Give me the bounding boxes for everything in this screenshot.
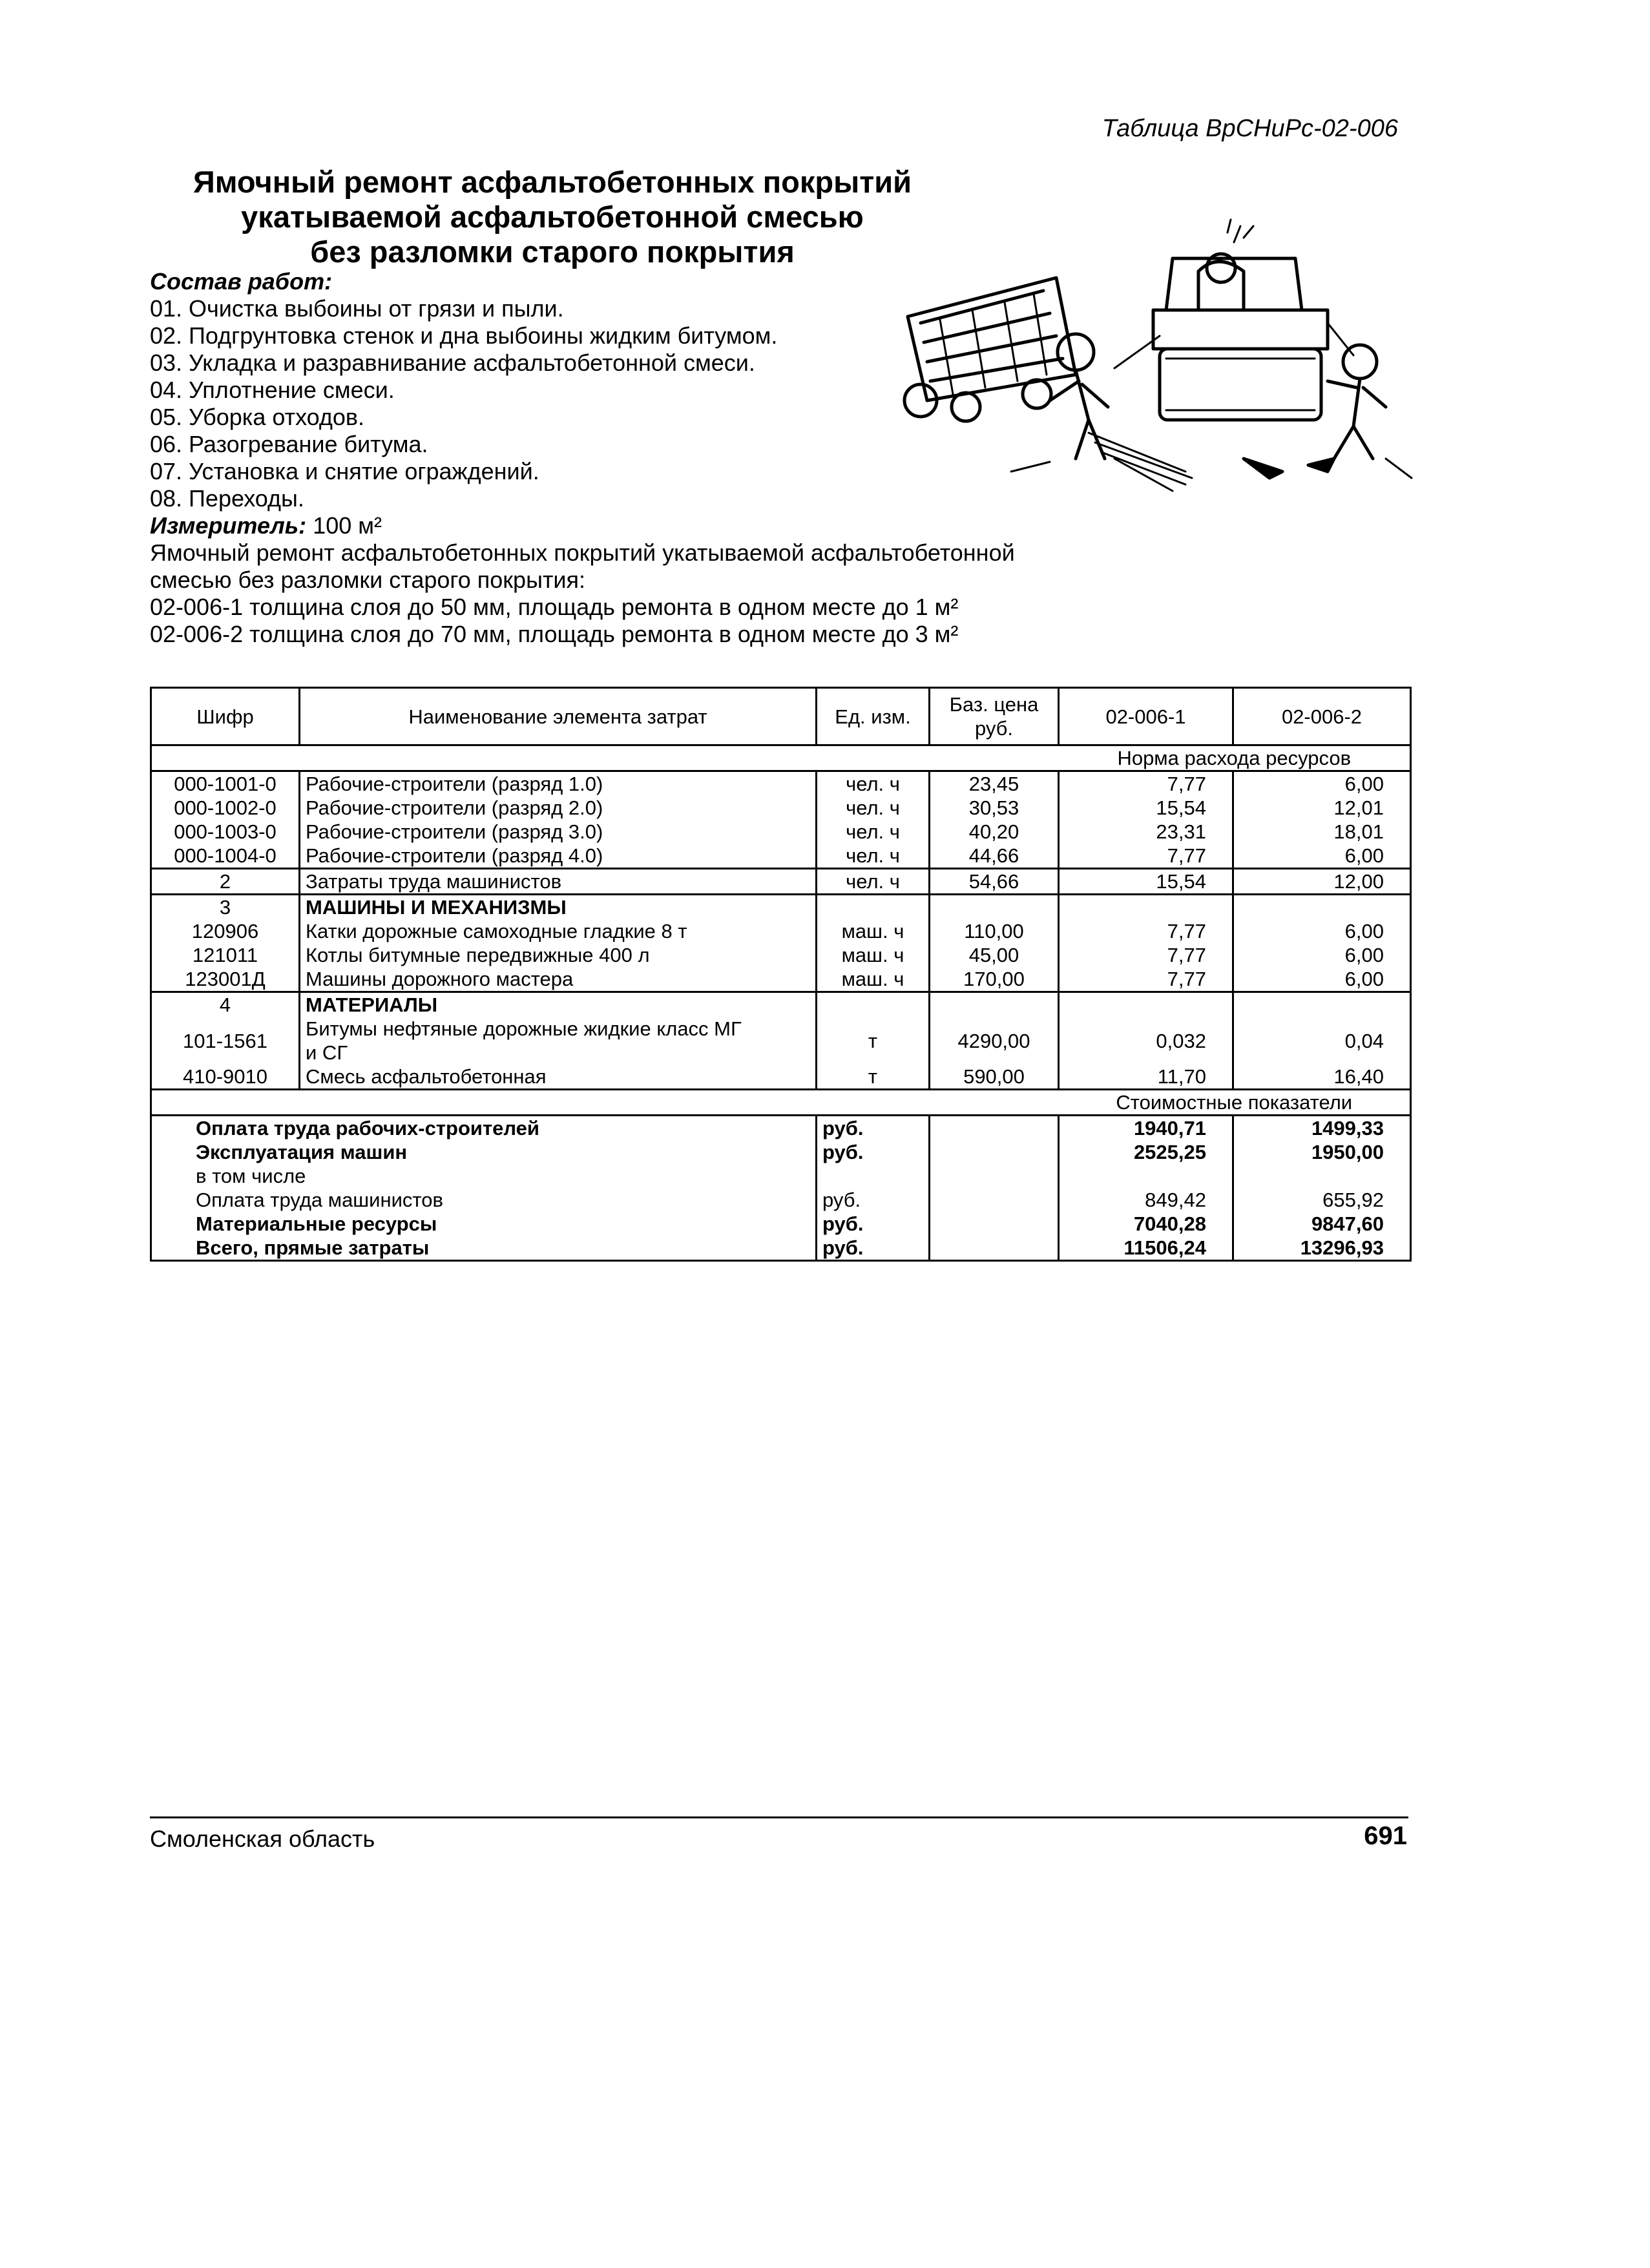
cost-row xyxy=(151,1236,1411,1261)
name-cell: Рабочие-строители (разряд 2.0) xyxy=(300,796,817,820)
price-cell: 40,20 xyxy=(930,820,1059,844)
name-cell: Котлы битумные передвижные 400 л xyxy=(300,943,817,967)
unit-cell: чел. ч xyxy=(817,844,930,869)
table-row xyxy=(151,844,1411,869)
work-item: 08. Переходы. xyxy=(150,485,304,512)
name-cell: Рабочие-строители (разряд 3.0) xyxy=(300,820,817,844)
value-cell-2: 18,01 xyxy=(1333,820,1384,843)
description-line: смесью без разломки старого покрытия: xyxy=(150,567,586,593)
value-cell-1: 7,77 xyxy=(1059,967,1233,992)
table-row xyxy=(151,1065,1411,1090)
work-heading: Состав работ: xyxy=(150,268,333,295)
measure-label: Измеритель: xyxy=(150,512,307,539)
code-cell: 123001Д xyxy=(151,967,300,992)
unit-cell: т xyxy=(817,1017,930,1065)
work-description xyxy=(150,268,1054,648)
header-price: Баз. цена руб. xyxy=(930,688,1059,745)
code-cell: 410-9010 xyxy=(151,1065,300,1090)
cost-unit: руб. xyxy=(817,1236,930,1261)
code-cell: 000-1003-0 xyxy=(151,820,300,844)
price-cell: 590,00 xyxy=(930,1065,1059,1090)
name-cell xyxy=(300,1017,817,1065)
title-line-3: без разломки старого покрытия xyxy=(310,234,795,269)
value-cell-2: 12,01 xyxy=(1333,796,1384,819)
cost-value-1: 7040,28 xyxy=(1059,1212,1233,1236)
header-variant-2: 02-006-2 xyxy=(1233,688,1411,745)
price-cell: 170,00 xyxy=(930,967,1059,992)
page-number: 691 xyxy=(1364,1822,1407,1850)
price-cell: 44,66 xyxy=(930,844,1059,869)
header-unit: Ед. изм. xyxy=(817,688,930,745)
cost-value-2: 655,92 xyxy=(1322,1189,1384,1211)
group-name-cell: МАТЕРИАЛЫ xyxy=(300,992,817,1017)
code-cell: 120906 xyxy=(151,919,300,943)
measure-line xyxy=(150,512,1054,539)
footer-divider xyxy=(150,1816,1408,1818)
cost-name: Оплата труда рабочих-строителей xyxy=(151,1116,817,1141)
cost-name: в том числе xyxy=(151,1164,817,1188)
cost-value-1: 11506,24 xyxy=(1059,1236,1233,1261)
code-cell: 121011 xyxy=(151,943,300,967)
work-item: 03. Укладка и разравнивание асфальтобетонной смеси. xyxy=(150,349,755,376)
group-header-row xyxy=(151,895,1411,920)
cost-value-2: 1950,00 xyxy=(1311,1141,1384,1163)
name-cell: Машины дорожного мастера xyxy=(300,967,817,992)
value-cell-1: 7,77 xyxy=(1059,943,1233,967)
header-code: Шифр xyxy=(151,688,300,745)
cost-row xyxy=(151,1116,1411,1141)
measure-value: 100 м² xyxy=(313,512,382,539)
cost-row xyxy=(151,1140,1411,1164)
variant-line: 02-006-1 толщина слоя до 50 мм, площадь ремонта в одном месте до 1 м² xyxy=(150,594,959,620)
unit-cell: чел. ч xyxy=(817,869,930,895)
name-cell: Смесь асфальтобетонная xyxy=(300,1065,817,1090)
value-cell-1: 23,31 xyxy=(1059,820,1233,844)
code-cell: 000-1002-0 xyxy=(151,796,300,820)
unit-cell: маш. ч xyxy=(817,943,930,967)
name-line-2: и СГ xyxy=(306,1041,348,1064)
cost-value-1: 849,42 xyxy=(1059,1188,1233,1212)
cost-value-1: 2525,25 xyxy=(1059,1140,1233,1164)
name-line-1: Битумы нефтяные дорожные жидкие класс МГ xyxy=(306,1017,742,1040)
name-cell: Рабочие-строители (разряд 1.0) xyxy=(300,771,817,796)
value-cell-1: 7,77 xyxy=(1059,919,1233,943)
code-cell: 2 xyxy=(151,869,300,895)
cost-value-1: 1940,71 xyxy=(1059,1116,1233,1141)
unit-cell: маш. ч xyxy=(817,967,930,992)
unit-cell: чел. ч xyxy=(817,771,930,796)
work-item: 05. Уборка отходов. xyxy=(150,404,365,430)
work-item: 04. Уплотнение смеси. xyxy=(150,377,395,403)
value-cell-1: 0,032 xyxy=(1059,1017,1233,1065)
price-cell: 4290,00 xyxy=(930,1017,1059,1065)
header-variant-1: 02-006-1 xyxy=(1059,688,1233,745)
value-cell-2: 6,00 xyxy=(1233,844,1411,869)
value-cell-2: 6,00 xyxy=(1344,920,1384,942)
cost-table-container xyxy=(150,687,1410,1262)
cost-row xyxy=(151,1212,1411,1236)
price-cell: 23,45 xyxy=(930,771,1059,796)
group-code-cell: 4 xyxy=(151,992,300,1017)
cost-value-2: 9847,60 xyxy=(1311,1212,1384,1235)
group-header-row xyxy=(151,992,1411,1017)
table-row xyxy=(151,1017,1411,1065)
variant-line: 02-006-2 толщина слоя до 70 мм, площадь ремонта в одном месте до 3 м² xyxy=(150,621,959,647)
value-cell-1: 7,77 xyxy=(1059,771,1233,796)
value-cell-2: 12,00 xyxy=(1233,869,1411,895)
cost-table xyxy=(150,687,1412,1262)
code-cell: 000-1004-0 xyxy=(151,844,300,869)
table-reference: Таблица ВрСНиРс-02-006 xyxy=(1102,115,1398,142)
unit-cell: чел. ч xyxy=(817,820,930,844)
value-cell-2: 6,00 xyxy=(1233,967,1411,992)
cost-unit: руб. xyxy=(817,1212,930,1236)
footer-region: Смоленская область xyxy=(150,1826,375,1852)
section-row xyxy=(151,1090,1411,1116)
unit-cell: чел. ч xyxy=(817,796,930,820)
cost-name: Всего, прямые затраты xyxy=(151,1236,817,1261)
cost-unit: руб. xyxy=(817,1116,930,1141)
table-row xyxy=(151,820,1411,844)
value-cell-2: 6,00 xyxy=(1344,944,1384,966)
price-cell: 54,66 xyxy=(930,869,1059,895)
price-cell: 110,00 xyxy=(930,919,1059,943)
unit-cell: т xyxy=(817,1065,930,1090)
table-header-row xyxy=(151,688,1411,745)
description-line: Ямочный ремонт асфальтобетонных покрытий укатываемой асфальтобетонной xyxy=(150,539,1015,566)
cost-name: Оплата труда машинистов xyxy=(151,1188,817,1212)
group-name-cell: МАШИНЫ И МЕХАНИЗМЫ xyxy=(300,895,817,920)
section-label: Норма расхода ресурсов xyxy=(1059,745,1411,771)
title-line-2: укатываемой асфальтобетонной смесью xyxy=(241,200,864,234)
section-label: Стоимостные показатели xyxy=(1059,1090,1411,1116)
cost-row xyxy=(151,1188,1411,1212)
table-row xyxy=(151,869,1411,895)
name-cell: Рабочие-строители (разряд 4.0) xyxy=(300,844,817,869)
cost-value-2: 1499,33 xyxy=(1311,1117,1384,1139)
cost-unit: руб. xyxy=(817,1140,930,1164)
value-cell-2: 16,40 xyxy=(1233,1065,1411,1090)
cost-name: Эксплуатация машин xyxy=(151,1140,817,1164)
value-cell-2: 6,00 xyxy=(1344,773,1384,795)
value-cell-1: 15,54 xyxy=(1059,796,1233,820)
cost-row xyxy=(151,1164,1411,1188)
name-cell: Катки дорожные самоходные гладкие 8 т xyxy=(300,919,817,943)
cost-unit: руб. xyxy=(817,1188,930,1212)
name-cell: Затраты труда машинистов xyxy=(300,869,817,895)
work-item: 01. Очистка выбоины от грязи и пыли. xyxy=(150,295,564,322)
group-code-cell: 3 xyxy=(151,895,300,920)
value-cell-1: 7,77 xyxy=(1059,844,1233,869)
value-cell-2: 0,04 xyxy=(1344,1029,1384,1052)
title-line-1: Ямочный ремонт асфальтобетонных покрытий xyxy=(193,165,912,199)
code-cell: 000-1001-0 xyxy=(151,771,300,796)
work-item: 02. Подгрунтовка стенок и дна выбоины жидким битумом. xyxy=(150,322,778,349)
work-item: 07. Установка и снятие ограждений. xyxy=(150,458,539,484)
cost-value-2: 13296,93 xyxy=(1233,1236,1411,1261)
value-cell-1: 15,54 xyxy=(1059,869,1233,895)
price-cell: 45,00 xyxy=(930,943,1059,967)
section-row xyxy=(151,745,1411,771)
price-cell: 30,53 xyxy=(930,796,1059,820)
table-row xyxy=(151,967,1411,992)
unit-cell: маш. ч xyxy=(817,919,930,943)
table-row xyxy=(151,919,1411,943)
value-cell-1: 11,70 xyxy=(1059,1065,1233,1090)
page-title xyxy=(149,165,956,269)
cost-name: Материальные ресурсы xyxy=(151,1212,817,1236)
code-cell: 101-1561 xyxy=(151,1017,300,1065)
work-item: 06. Разогревание битума. xyxy=(150,431,428,457)
table-row xyxy=(151,943,1411,967)
header-name: Наименование элемента затрат xyxy=(300,688,817,745)
table-row xyxy=(151,771,1411,796)
table-row xyxy=(151,796,1411,820)
